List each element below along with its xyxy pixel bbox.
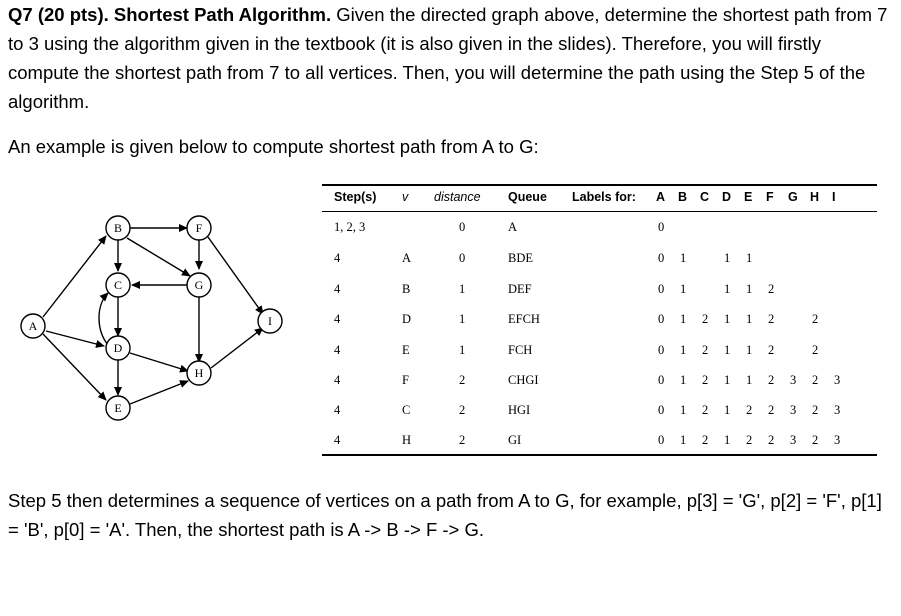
row-6-label-d: 1 bbox=[724, 403, 731, 417]
row-3-label-f: 2 bbox=[768, 312, 775, 326]
row-2-distance: 1 bbox=[459, 282, 466, 296]
row-3-distance: 1 bbox=[459, 312, 466, 326]
row-3-vertex: D bbox=[402, 312, 412, 326]
row-5-distance: 2 bbox=[459, 373, 466, 387]
row-6-label-g: 3 bbox=[790, 403, 797, 417]
row-0-distance: 0 bbox=[459, 220, 466, 234]
row-0-step: 1, 2, 3 bbox=[334, 220, 366, 234]
row-6-vertex: C bbox=[402, 403, 411, 417]
row-2-label-f: 2 bbox=[768, 282, 775, 296]
row-7-label-g: 3 bbox=[790, 433, 797, 447]
row-1-vertex: A bbox=[402, 251, 412, 265]
row-7-label-a: 0 bbox=[658, 433, 665, 447]
row-6-distance: 2 bbox=[459, 403, 466, 417]
row-3-label-d: 1 bbox=[724, 312, 731, 326]
row-5-queue: CHGI bbox=[508, 373, 539, 387]
header-steps: Step(s) bbox=[334, 190, 377, 204]
row-4-vertex: E bbox=[402, 343, 410, 357]
row-5-label-d: 1 bbox=[724, 373, 731, 387]
row-2-label-b: 1 bbox=[680, 282, 687, 296]
header-distance: distance bbox=[434, 190, 481, 204]
row-4-label-c: 2 bbox=[702, 343, 709, 357]
question-title: Q7 (20 pts). Shortest Path Algorithm. bbox=[8, 4, 332, 25]
label-table bbox=[322, 184, 877, 456]
row-7-distance: 2 bbox=[459, 433, 466, 447]
edge-a-b bbox=[43, 236, 106, 317]
row-6-label-e: 2 bbox=[746, 403, 753, 417]
table-top-rule bbox=[322, 184, 877, 186]
node-d-label: D bbox=[113, 341, 123, 355]
row-1-queue: BDE bbox=[508, 251, 533, 265]
row-4-step: 4 bbox=[334, 343, 341, 357]
edge-d-c bbox=[99, 293, 108, 345]
row-7-step: 4 bbox=[334, 433, 341, 447]
edge-e-h bbox=[130, 381, 188, 404]
node-b-label: B bbox=[113, 221, 123, 235]
header-letter-a: A bbox=[656, 190, 666, 204]
node-g-label: G bbox=[194, 278, 204, 292]
row-4-label-h: 2 bbox=[812, 343, 819, 357]
row-1-label-d: 1 bbox=[724, 251, 731, 265]
row-5-label-h: 2 bbox=[812, 373, 819, 387]
row-2-label-d: 1 bbox=[724, 282, 731, 296]
row-6-label-i: 3 bbox=[834, 403, 841, 417]
row-2-vertex: B bbox=[402, 282, 411, 296]
row-0-queue: A bbox=[508, 220, 518, 234]
node-a-label: A bbox=[28, 319, 38, 333]
row-5-label-c: 2 bbox=[702, 373, 709, 387]
row-1-label-a: 0 bbox=[658, 251, 665, 265]
row-7-label-i: 3 bbox=[834, 433, 841, 447]
header-letter-c: C bbox=[700, 190, 710, 204]
header-letter-g: G bbox=[788, 190, 798, 204]
row-6-label-h: 2 bbox=[812, 403, 819, 417]
row-0-label-a: 0 bbox=[658, 220, 665, 234]
edge-b-g bbox=[127, 238, 190, 276]
step5-paragraph: Step 5 then determines a sequence of vertices on a path from A to G, for example, p[3] = 'G', p[2] = 'F', p[1] = 'B', p[0] = 'A'. Then, the shortest path is A -> B -> F -> G. bbox=[8, 490, 882, 540]
row-5-vertex: F bbox=[402, 373, 409, 387]
row-5-step: 4 bbox=[334, 373, 341, 387]
edge-h-i bbox=[211, 328, 263, 368]
row-1-label-e: 1 bbox=[746, 251, 753, 265]
node-i-label: I bbox=[268, 314, 272, 328]
header-queue: Queue bbox=[508, 190, 547, 204]
row-2-queue: DEF bbox=[508, 282, 532, 296]
row-6-label-f: 2 bbox=[768, 403, 775, 417]
row-1-distance: 0 bbox=[459, 251, 466, 265]
header-v: v bbox=[402, 190, 409, 204]
row-3-label-b: 1 bbox=[680, 312, 687, 326]
row-6-label-c: 2 bbox=[702, 403, 709, 417]
node-c-label: C bbox=[113, 278, 123, 292]
edge-a-d bbox=[46, 331, 104, 346]
header-letter-h: H bbox=[810, 190, 820, 204]
row-7-label-d: 1 bbox=[724, 433, 731, 447]
node-f-label: F bbox=[195, 221, 203, 235]
row-4-label-f: 2 bbox=[768, 343, 775, 357]
edge-d-h bbox=[130, 353, 188, 371]
row-5-label-f: 2 bbox=[768, 373, 775, 387]
row-3-queue: EFCH bbox=[508, 312, 540, 326]
row-4-label-d: 1 bbox=[724, 343, 731, 357]
row-3-label-c: 2 bbox=[702, 312, 709, 326]
row-6-step: 4 bbox=[334, 403, 341, 417]
row-7-label-e: 2 bbox=[746, 433, 753, 447]
row-4-label-a: 0 bbox=[658, 343, 665, 357]
question-paragraph bbox=[8, 0, 893, 116]
table-bottom-rule bbox=[322, 454, 877, 456]
header-letter-f: F bbox=[766, 190, 774, 204]
table-header-rule bbox=[322, 211, 877, 212]
row-4-label-b: 1 bbox=[680, 343, 687, 357]
row-2-step: 4 bbox=[334, 282, 341, 296]
row-5-label-g: 3 bbox=[790, 373, 797, 387]
row-3-label-h: 2 bbox=[812, 312, 819, 326]
node-e-label: E bbox=[114, 401, 122, 415]
header-letter-i: I bbox=[832, 190, 836, 204]
row-7-label-h: 2 bbox=[812, 433, 819, 447]
row-7-label-b: 1 bbox=[680, 433, 687, 447]
row-5-label-b: 1 bbox=[680, 373, 687, 387]
header-letter-e: E bbox=[744, 190, 753, 204]
row-5-label-e: 1 bbox=[746, 373, 753, 387]
header-letter-d: D bbox=[722, 190, 732, 204]
row-2-label-a: 0 bbox=[658, 282, 665, 296]
row-7-vertex: H bbox=[402, 433, 412, 447]
row-6-queue: HGI bbox=[508, 403, 531, 417]
row-3-label-a: 0 bbox=[658, 312, 665, 326]
node-h-label: H bbox=[194, 366, 204, 380]
row-5-label-i: 3 bbox=[834, 373, 841, 387]
example-intro: An example is given below to compute shortest path from A to G: bbox=[8, 136, 539, 157]
header-labels-for: Labels for: bbox=[572, 190, 636, 204]
row-7-label-f: 2 bbox=[768, 433, 775, 447]
row-7-label-c: 2 bbox=[702, 433, 709, 447]
row-7-queue: GI bbox=[508, 433, 522, 447]
graph-diagram bbox=[0, 195, 300, 435]
edge-f-i bbox=[208, 237, 263, 314]
row-3-step: 4 bbox=[334, 312, 341, 326]
row-1-label-b: 1 bbox=[680, 251, 687, 265]
row-6-label-b: 1 bbox=[680, 403, 687, 417]
row-4-distance: 1 bbox=[459, 343, 466, 357]
row-2-label-e: 1 bbox=[746, 282, 753, 296]
row-1-step: 4 bbox=[334, 251, 341, 265]
row-4-queue: FCH bbox=[508, 343, 533, 357]
header-letter-b: B bbox=[678, 190, 688, 204]
row-4-label-e: 1 bbox=[746, 343, 753, 357]
row-5-label-a: 0 bbox=[658, 373, 665, 387]
row-3-label-e: 1 bbox=[746, 312, 753, 326]
row-6-label-a: 0 bbox=[658, 403, 665, 417]
question-body: Given the directed graph above, determine the shortest path from 7 to 3 using the algorithm given in the textbook (it is also given in the slides). Therefore, you will firstly compute the shortest path from 7 to all vertices. Then, you will determine the path using the Step 5 of the algorithm. bbox=[8, 4, 888, 112]
